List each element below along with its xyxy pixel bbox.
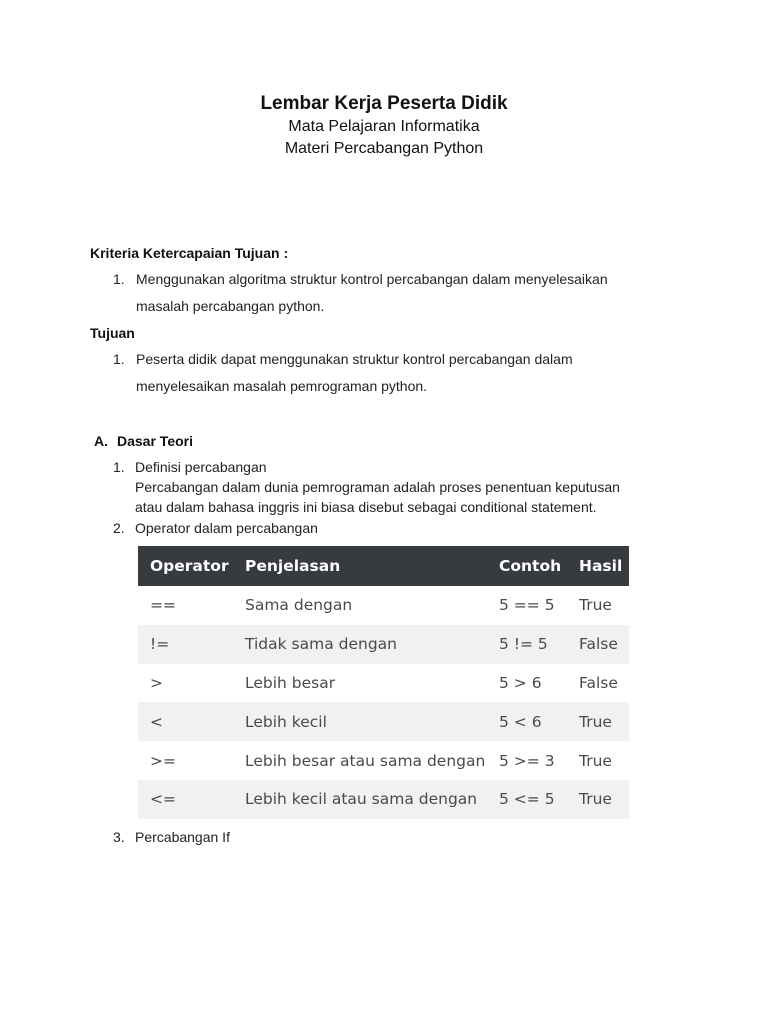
teori-item-2-number: 2. [113,520,125,536]
table-row [138,586,629,625]
operator-table [138,546,629,819]
teori-item-3-title: Percabangan If [135,829,230,845]
kkt-item-number: 1. [113,271,125,287]
cell-hasil: True [567,741,629,780]
cell-operator: >= [138,741,233,780]
teori-item-3-number: 3. [113,829,125,845]
tujuan-item-text [136,346,696,400]
teori-item-1 [135,457,735,517]
cell-contoh: 5 >= 3 [487,741,567,780]
cell-hasil: False [567,664,629,703]
cell-penjelasan: Lebih kecil atau sama dengan [233,780,487,819]
cell-penjelasan: Tidak sama dengan [233,625,487,664]
kkt-heading: Kriteria Ketercapaian Tujuan : [90,245,289,261]
tujuan-item-line-1: Peserta didik dapat menggunakan struktur kontrol percabangan dalam [136,351,573,367]
teori-item-1-desc-1: Percabangan dalam dunia pemrograman adalah proses penentuan keputusan [135,479,620,495]
cell-contoh: 5 == 5 [487,586,567,625]
tujuan-item-line-2: menyelesaikan masalah pemrograman python. [136,378,428,394]
cell-hasil: True [567,780,629,819]
header-penjelasan: Penjelasan [233,546,487,586]
cell-operator: != [138,625,233,664]
tujuan-item-number: 1. [113,351,125,367]
cell-contoh: 5 <= 5 [487,780,567,819]
title-block [0,92,768,160]
document-title: Lembar Kerja Peserta Didik [260,93,508,114]
teori-item-1-title: Definisi percabangan [135,459,267,475]
subject-line: Mata Pelajaran Informatika [288,118,480,135]
cell-operator: < [138,702,233,741]
header-hasil: Hasil [567,546,629,586]
table-row [138,741,629,780]
cell-penjelasan: Sama dengan [233,586,487,625]
table-row [138,625,629,664]
kkt-item-text [136,266,696,320]
cell-hasil: True [567,586,629,625]
table-header-row [138,546,629,586]
header-operator: Operator [138,546,233,586]
cell-contoh: 5 != 5 [487,625,567,664]
table-row [138,702,629,741]
section-a-heading: Dasar Teori [117,433,193,449]
cell-penjelasan: Lebih besar [233,664,487,703]
cell-contoh: 5 > 6 [487,664,567,703]
section-a-letter: A. [94,433,108,449]
header-contoh: Contoh [487,546,567,586]
teori-item-1-desc-2: atau dalam bahasa inggris ini biasa disebut sebagai conditional statement. [135,499,597,515]
cell-operator: == [138,586,233,625]
cell-penjelasan: Lebih kecil [233,702,487,741]
cell-penjelasan: Lebih besar atau sama dengan [233,741,487,780]
cell-contoh: 5 < 6 [487,702,567,741]
kkt-item-line-2: masalah percabangan python. [136,298,325,314]
cell-hasil: False [567,625,629,664]
cell-operator: > [138,664,233,703]
cell-operator: <= [138,780,233,819]
table-row [138,780,629,819]
topic-line: Materi Percabangan Python [284,140,484,157]
kkt-item-line-1: Menggunakan algoritma struktur kontrol percabangan dalam menyelesaikan [136,271,608,287]
cell-hasil: True [567,702,629,741]
teori-item-2-title: Operator dalam percabangan [135,520,318,536]
teori-item-1-number: 1. [113,459,125,475]
tujuan-heading: Tujuan [90,325,135,341]
table-row [138,664,629,703]
